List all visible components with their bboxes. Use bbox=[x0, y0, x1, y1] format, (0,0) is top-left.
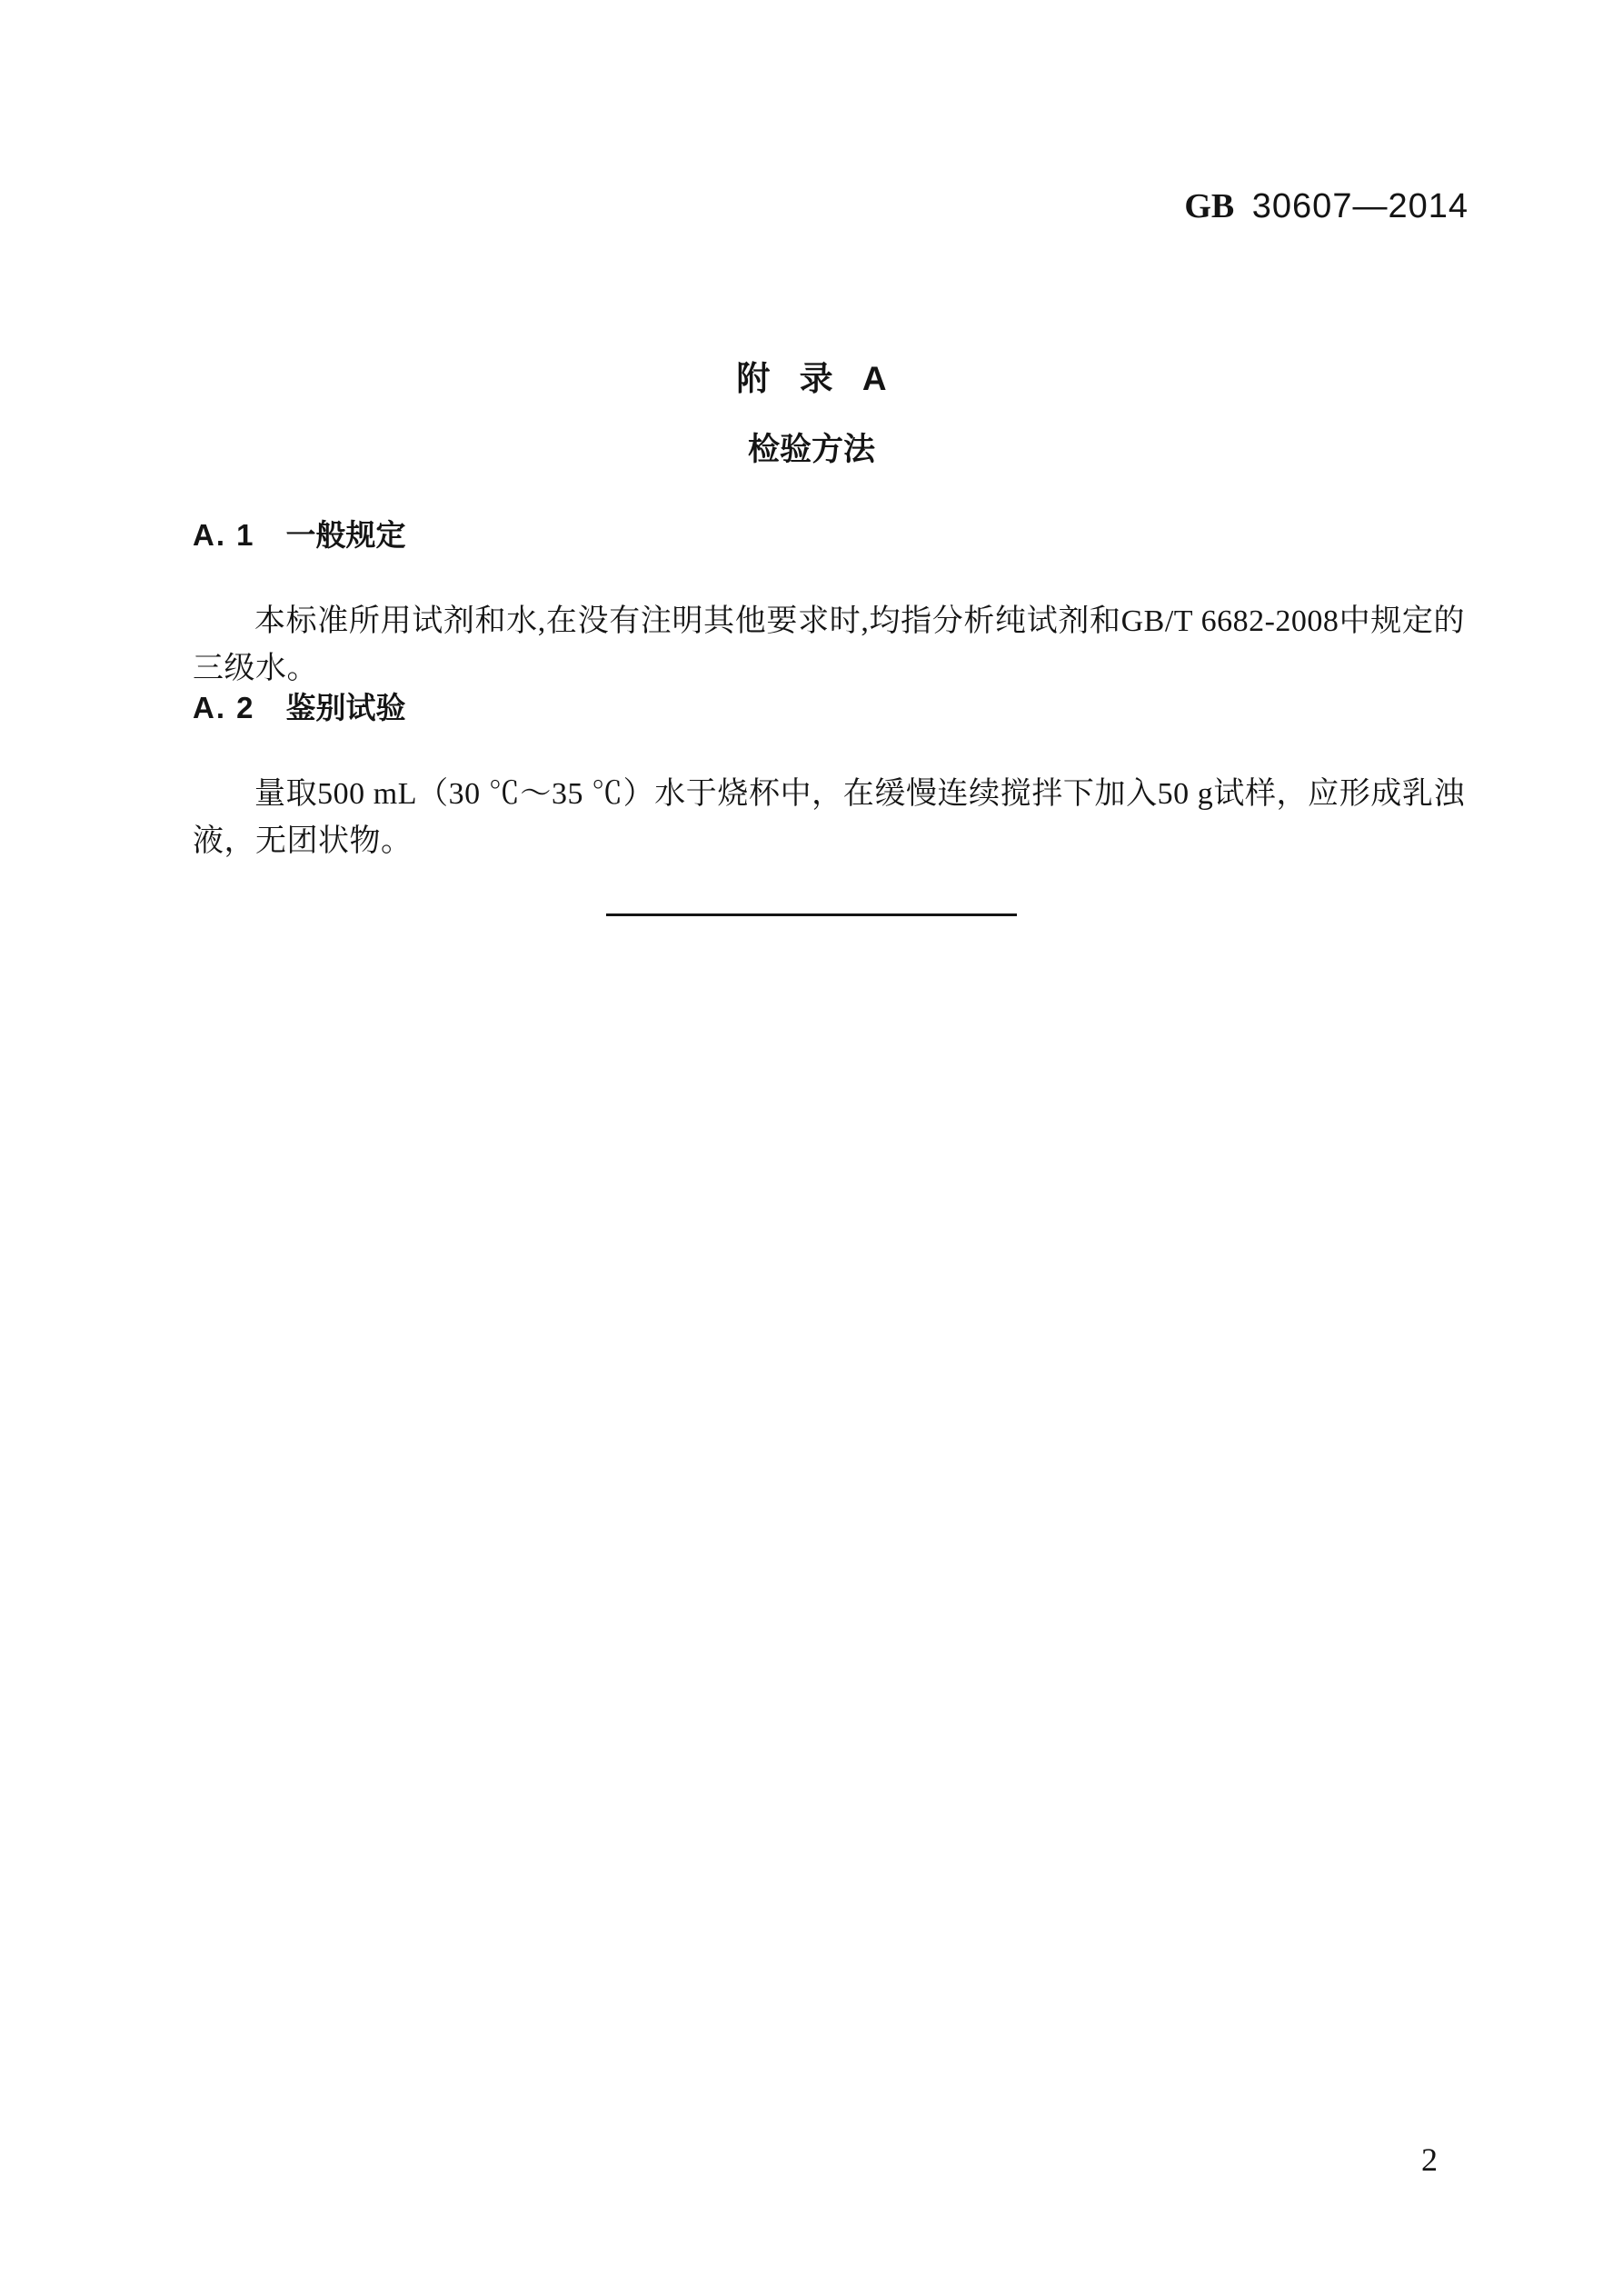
standard-code-prefix: GB bbox=[1184, 187, 1235, 225]
standard-code bbox=[1184, 186, 1469, 226]
page-number: 2 bbox=[1421, 2141, 1438, 2178]
appendix-title: 附 录 A bbox=[736, 360, 887, 397]
section-number-a1: A. 1 bbox=[193, 518, 255, 552]
section-title-a2: 鉴别试验 bbox=[285, 691, 406, 724]
section-body-a1: 本标准所用试剂和水,在没有注明其他要求时,均指分析纯试剂和GB/T 6682-2008中规定的三级水。 bbox=[193, 604, 1465, 685]
appendix-subtitle: 检验方法 bbox=[747, 432, 875, 467]
standard-code-number: 30607—2014 bbox=[1251, 187, 1469, 225]
end-of-document-rule bbox=[606, 913, 1017, 916]
section-body-a2: 量取500 mL（30 ℃～35 ℃）水于烧杯中，在缓慢连续搅拌下加入50 g试样，应形成乳浊液，无团状物。 bbox=[193, 777, 1465, 858]
section-title-a1: 一般规定 bbox=[285, 518, 406, 552]
section-number-a2: A. 2 bbox=[193, 691, 255, 724]
section-heading-a1 bbox=[193, 518, 406, 553]
section-heading-a2 bbox=[193, 691, 406, 725]
